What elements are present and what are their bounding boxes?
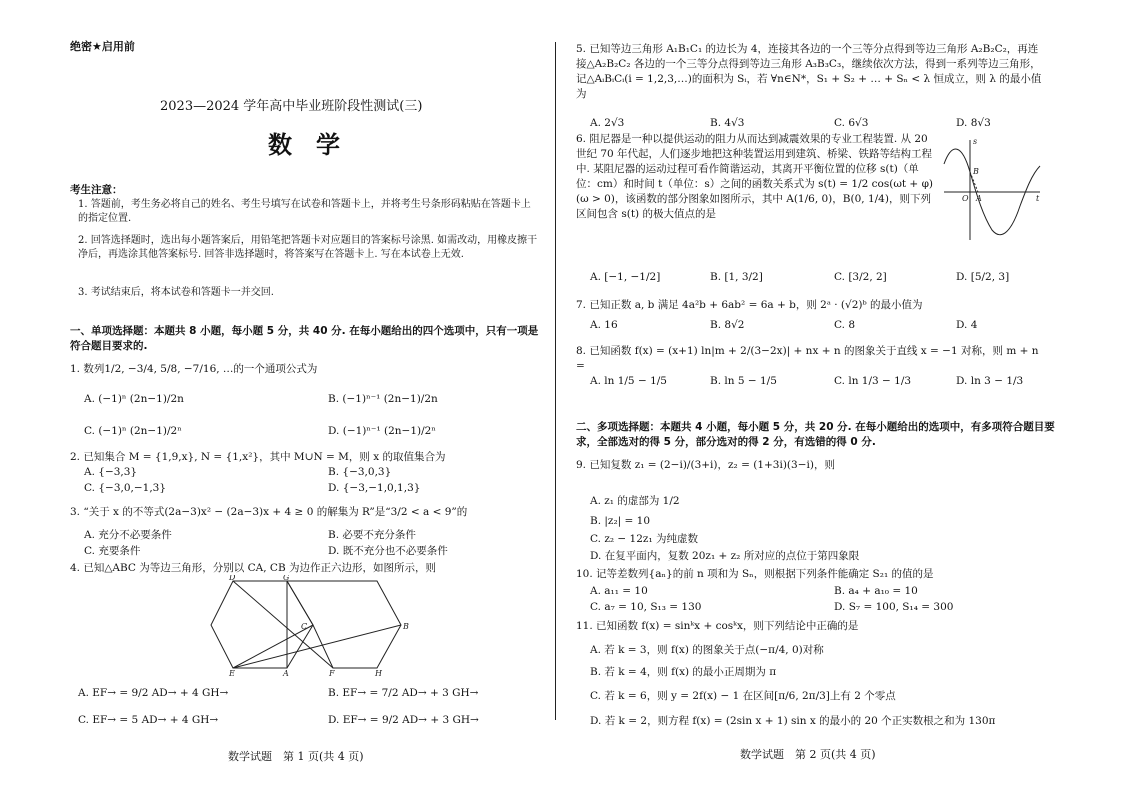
- exam-title: 2023—2024 学年高中毕业班阶段性测试(三): [160, 99, 423, 114]
- segment-ec: [233, 625, 313, 668]
- q5-option-b: B. 4√3: [710, 117, 745, 129]
- graph-label-o: O: [962, 194, 969, 203]
- graph-label-t: t: [1036, 194, 1040, 203]
- q9-stem: 9. 已知复数 z₁ = (2−i)/(3+i)，z₂ = (1+3i)(3−i)，则: [576, 459, 835, 471]
- q10-option-b: B. a₄ + a₁₀ = 10: [834, 585, 918, 597]
- q10-option-c: C. a₇ = 10, S₁₃ = 130: [590, 601, 702, 613]
- q6-option-c: C. [3/2, 2]: [834, 271, 887, 283]
- q6-cosine-graph: [940, 134, 1044, 244]
- section-multiple-choice: 二、多项选择题：本题共 4 小题，每小题 5 分，共 20 分. 在每小题给出的选项中，有多项符合题目要求，全部选对的得 5 分，部分选对的得 2 分，有选错的得 0 分.: [576, 421, 1055, 448]
- q9-option-c: C. z₂ − 12z₁ 为纯虚数: [590, 533, 698, 545]
- q8-stem: 8. 已知函数 f(x) = (x+1) ln|m + 2/(3−2x)| + nx + n 的图象关于直线 x = −1 对称，则 m + n =: [576, 345, 1039, 372]
- q6-option-a: A. [−1, −1/2]: [590, 271, 661, 283]
- label-g: G: [283, 575, 290, 582]
- q1-option-c: C. (−1)ⁿ (2n−1)/2ⁿ: [84, 425, 182, 437]
- q1-option-b: B. (−1)ⁿ⁻¹ (2n−1)/2n: [328, 393, 438, 405]
- graph-label-a: A: [976, 194, 982, 203]
- label-a: A: [283, 669, 289, 677]
- q11-option-a: A. 若 k = 3，则 f(x) 的图象关于点(−π/4, 0)对称: [590, 644, 824, 656]
- q8-option-b: B. ln 5 − 1/5: [710, 375, 777, 387]
- q8-option-a: A. ln 1/5 − 1/5: [590, 375, 667, 387]
- label-d: D: [229, 575, 236, 582]
- label-h: H: [375, 669, 382, 677]
- label-f: F: [329, 669, 335, 677]
- q11-option-d: D. 若 k = 2，则方程 f(x) = (2sin x + 1) sin x 的最小的 20 个正实数根之和为 130π: [590, 715, 996, 727]
- q2-option-c: C. {−3,0,−1,3}: [84, 482, 167, 494]
- q5-option-d: D. 8√3: [956, 117, 991, 129]
- segment-eb: [233, 625, 401, 668]
- q6-option-b: B. [1, 3/2]: [710, 271, 763, 283]
- q6-stem: 6. 阻尼器是一种以提供运动的阻力从而达到减震效果的专业工程装置. 从 20 世纪 70 年代起，人们逐步地把这种装置运用到建筑、桥梁、铁路等结构工程中. 某阻尼器的运动过程可看作简谐运动，其离开平衡位置的位移 s(t)（单位：cm）和时间 t（单位：s）之间的函数关系式为 s(t) = 1/2 cos(ωt + φ)(ω > 0)，该函数的部分图象如图所示，其中 A(1/6, 0)，B(0, 1/4)，则下列区间包含 s(t) 的极大值点的是: [576, 133, 934, 220]
- q10-option-a: A. a₁₁ = 10: [590, 585, 648, 597]
- left-page: [0, 0, 556, 794]
- label-b: B: [403, 622, 409, 631]
- q8-option-c: C. ln 1/3 − 1/3: [834, 375, 912, 387]
- q7-option-a: A. 16: [590, 319, 618, 331]
- notice-item-2: 2. 回答选择题时，选出每小题答案后，用铅笔把答题卡对应题目的答案标号涂黑. 如需改动，用橡皮擦干净后，再选涂其他答案标号. 回答非选择题时，将答案写在答题卡上. 写在本试卷上无效.: [78, 235, 538, 260]
- secret-mark: 绝密★启用前: [70, 40, 135, 53]
- section-single-choice: 一、单项选择题：本题共 8 小题，每小题 5 分，共 40 分. 在每小题给出的四个选项中，只有一项是符合题目要求的.: [70, 325, 539, 352]
- q11-stem: 11. 已知函数 f(x) = sinᵏx + cosᵏx，则下列结论中正确的是: [576, 620, 859, 632]
- q10-option-d: D. S₇ = 100, S₁₄ = 300: [834, 601, 954, 613]
- q4-option-c: C. EF→ = 5 AD→ + 4 GH→: [78, 714, 219, 726]
- right-page: [566, 0, 1122, 794]
- q1-option-a: A. (−1)ⁿ (2n−1)/2n: [84, 393, 184, 405]
- graph-label-s: s: [973, 137, 978, 146]
- q6-option-d: D. [5/2, 3]: [956, 271, 1010, 283]
- q9-option-b: B. |z₂| = 10: [590, 515, 651, 527]
- q1-stem: 1. 数列1/2, −3/4, 5/8, −7/16, …的一个通项公式为: [70, 363, 318, 375]
- q2-stem: 2. 已知集合 M = {1,9,x}, N = {1,x²}，其中 M∪N = M，则 x 的取值集合为: [70, 451, 446, 463]
- q4-stem: 4. 已知△ABC 为等边三角形，分别以 CA, CB 为边作正六边形，如图所示，则: [70, 562, 437, 574]
- graph-label-b: B: [973, 167, 979, 176]
- notice-item-1: 1. 答题前，考生务必将自己的姓名、考生号填写在试卷和答题卡上，并将考生号条形码粘贴在答题卡上的指定位置.: [78, 199, 531, 224]
- q4-option-d: D. EF→ = 9/2 AD→ + 3 GH→: [328, 714, 479, 726]
- page-divider: [555, 42, 556, 720]
- q9-option-d: D. 在复平面内，复数 20z₁ + z₂ 所对应的点位于第四象限: [590, 550, 860, 562]
- q11-option-c: C. 若 k = 6，则 y = 2f(x) − 1 在区间[π/6, 2π/3]上有 2 个零点: [590, 690, 896, 702]
- q4-hexagon-figure: [205, 575, 415, 677]
- footer-page-1: 数学试题 第 1 页(共 4 页): [228, 750, 364, 763]
- notice-title: 考生注意：: [70, 184, 123, 196]
- q3-option-d: D. 既不充分也不必要条件: [328, 545, 448, 557]
- label-e: E: [229, 669, 235, 677]
- q3-stem: 3. “关于 x 的不等式(2a−3)x² − (2a−3)x + 4 ≥ 0 的解集为 R”是“3/2 < a < 9”的: [70, 506, 468, 518]
- q2-option-d: D. {−3,−1,0,1,3}: [328, 482, 421, 494]
- q10-stem: 10. 记等差数列{aₙ}的前 n 项和为 Sₙ，则根据下列条件能确定 S₂₁ 的值的是: [576, 568, 934, 580]
- footer-page-2: 数学试题 第 2 页(共 4 页): [740, 748, 876, 761]
- q7-option-b: B. 8√2: [710, 319, 745, 331]
- q4-option-a: A. EF→ = 9/2 AD→ + 4 GH→: [78, 687, 229, 699]
- subject-title: 数学: [268, 130, 364, 159]
- hexagon-left: [211, 581, 313, 668]
- q5-option-c: C. 6√3: [834, 117, 869, 129]
- q4-option-b: B. EF→ = 7/2 AD→ + 3 GH→: [328, 687, 479, 699]
- q5-option-a: A. 2√3: [590, 117, 625, 129]
- q7-option-d: D. 4: [956, 319, 978, 331]
- label-c: C: [301, 622, 308, 631]
- q9-option-a: A. z₁ 的虚部为 1/2: [590, 495, 680, 507]
- q11-option-b: B. 若 k = 4，则 f(x) 的最小正周期为 π: [590, 666, 777, 678]
- q3-option-a: A. 充分不必要条件: [84, 529, 172, 541]
- notice-item-3: 3. 考试结束后，将本试卷和答题卡一并交回.: [78, 287, 274, 298]
- q3-option-b: B. 必要不充分条件: [328, 529, 416, 541]
- q7-option-c: C. 8: [834, 319, 856, 331]
- q1-option-d: D. (−1)ⁿ⁻¹ (2n−1)/2ⁿ: [328, 425, 436, 437]
- q8-option-d: D. ln 3 − 1/3: [956, 375, 1024, 387]
- q2-option-b: B. {−3,0,3}: [328, 466, 392, 478]
- q5-stem: 5. 已知等边三角形 A₁B₁C₁ 的边长为 4，连接其各边的一个三等分点得到等边三角形 A₂B₂C₂，再连接△A₂B₂C₂ 各边的一个三等分点得到等边三角形 A₃B₃C₃，继续依次方法，得到一系列等边三角形，记△AᵢBᵢCᵢ(i = 1,2,3,…)的面积为 Sᵢ，若 ∀n∈N*，S₁ + S₂ + … + Sₙ < λ 恒成立，则 λ 的最小值为: [576, 43, 1042, 100]
- q3-option-c: C. 充要条件: [84, 545, 141, 557]
- q2-option-a: A. {−3,3}: [84, 466, 138, 478]
- q7-stem: 7. 已知正数 a, b 满足 4a²b + 6ab² = 6a + b，则 2ᵃ · (√2)ᵇ 的最小值为: [576, 299, 923, 311]
